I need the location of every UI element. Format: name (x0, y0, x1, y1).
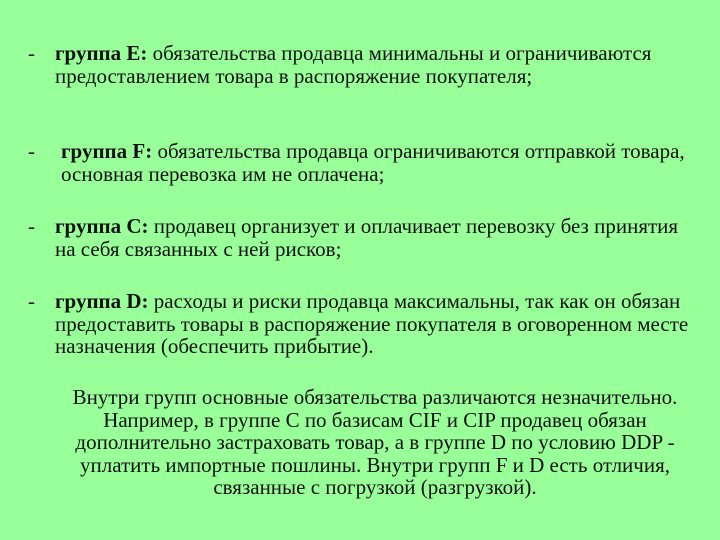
list-item-group-d (28, 290, 700, 358)
list-item-group-c (28, 215, 700, 260)
group-c-label: группа С: (55, 214, 149, 238)
bullet-dash: - (28, 41, 35, 65)
bullet-dash: - (28, 139, 35, 163)
list-item-body (55, 42, 700, 87)
bullet-dash: - (28, 214, 35, 238)
list-item-group-f (28, 140, 700, 185)
group-e-label: группа E: (55, 41, 148, 65)
group-d-text: расходы и риски продавца максимальны, так как он обязан предоставить товары в распоряжение покупателя в оговоренном месте назначения (обеспечить прибытие). (55, 289, 689, 358)
list-item-group-e (28, 42, 700, 87)
group-c-text: продавец организует и оплачивает перевозку без принятия на себя связанных с ней рисков; (55, 214, 679, 261)
group-f-label: группа F: (61, 139, 153, 163)
group-f-text: обязательства продавца ограничиваются отправкой товара, основная перевозка им не оплачена; (61, 139, 685, 186)
list-item-body (55, 215, 700, 260)
note-paragraph: Внутри групп основные обязательства различаются незначительно. Например, в группе С по базисам CIF и CIP продавец обязан дополнительно застраховать товар, а в группе D по условию DDP - уплатить импортные пошлины. Внутри групп F и D есть отличия, связанные с погрузкой (разгрузкой). (72, 385, 678, 499)
bullet-dash: - (28, 289, 35, 313)
list-item-body (61, 140, 700, 185)
group-e-text: обязательства продавца минимальны и ограничиваются предоставлением товара в распоряжение покупателя; (55, 41, 652, 88)
group-d-label: группа D: (55, 289, 149, 313)
list-item-body (55, 290, 700, 358)
